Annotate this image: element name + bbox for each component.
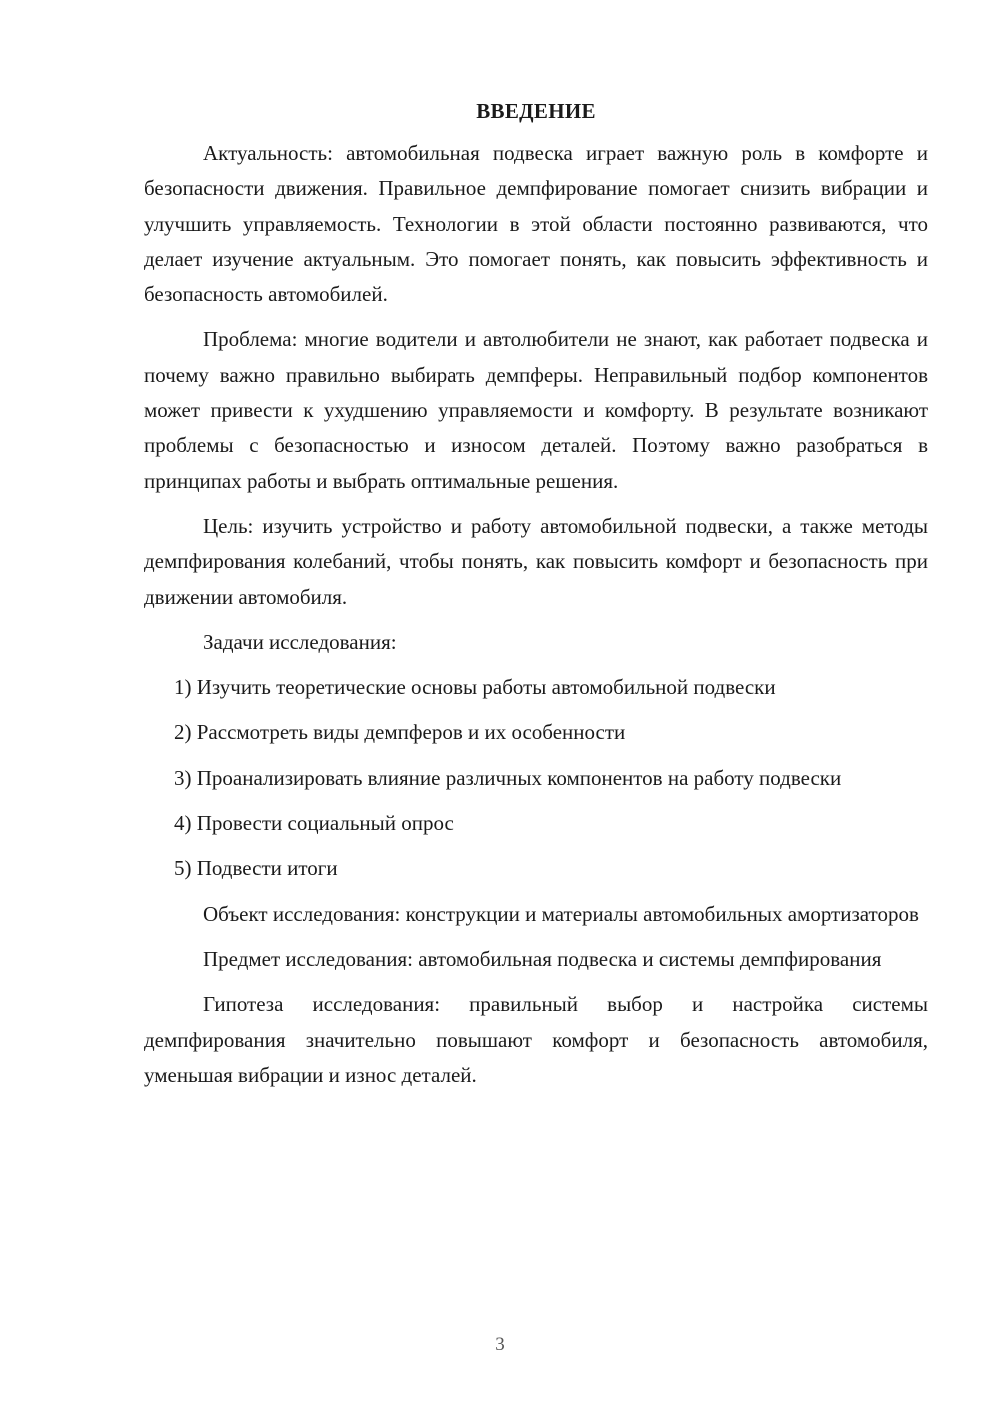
document-page	[144, 94, 928, 1103]
page-number: 3	[495, 1334, 505, 1355]
task-item-5: 5) Подвести итоги	[174, 856, 338, 881]
task-item-1: 1) Изучить теоретические основы работы автомобильной подвески	[174, 675, 776, 700]
tasks-heading: Задачи исследования:	[203, 629, 397, 654]
section-title: ВВЕДЕНИЕ	[476, 99, 596, 123]
relevance-paragraph: Актуальность: автомобильная подвеска играет важную роль в комфорте и безопасности движения. Правильное демпфирование помогает снизить вибрации и улучшить управляемость. Технологии в этой области постоянно развиваются, что делает изучение актуальным. Это помогает понять, как повысить эффективность и безопасность автомобилей.	[144, 141, 928, 307]
object-paragraph: Объект исследования: конструкции и материалы автомобильных амортизаторов	[203, 901, 919, 926]
task-item-4: 4) Провести социальный опрос	[174, 811, 454, 836]
goal-paragraph: Цель: изучить устройство и работу автомобильной подвески, а также методы демпфирования колебаний, чтобы понять, как повысить комфорт и безопасность при движении автомобиля.	[144, 513, 928, 609]
hypothesis-paragraph: Гипотеза исследования: правильный выбор и настройка системы демпфирования значительно повышают комфорт и безопасность автомобиля, уменьшая вибрации и износ деталей.	[144, 992, 928, 1087]
problem-paragraph: Проблема: многие водители и автолюбители не знают, как работает подвеска и почему важно правильно выбирать демпферы. Неправильный подбор компонентов может привести к ухудшению управляемости и комфорту. В результате возникают проблемы с безопасностью и износом деталей. Поэтому важно разобраться в принципах работы и выбрать оптимальные решения.	[144, 327, 928, 493]
subject-paragraph: Предмет исследования: автомобильная подвеска и системы демпфирования	[203, 946, 882, 971]
task-item-2: 2) Рассмотреть виды демпферов и их особенности	[174, 720, 626, 745]
task-item-3: 3) Проанализировать влияние различных компонентов на работу подвески	[174, 765, 842, 790]
